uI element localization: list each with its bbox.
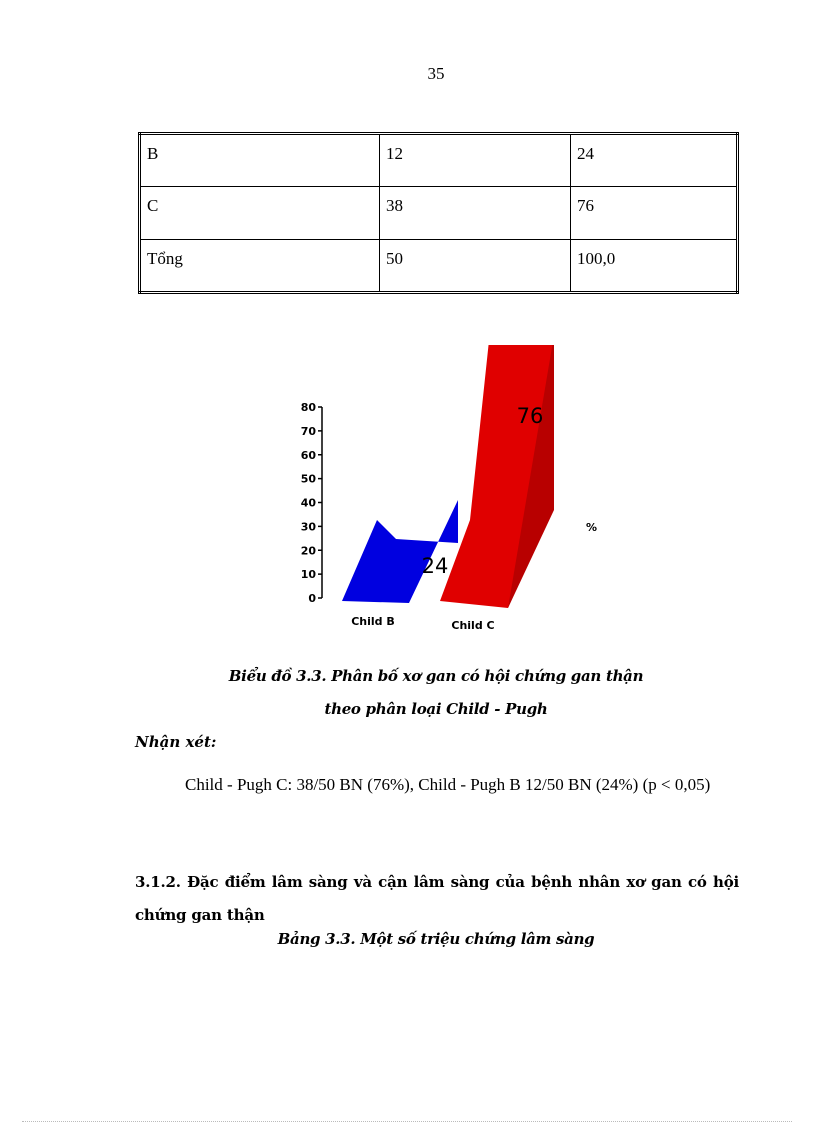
y-tick-label: 60 <box>300 448 316 462</box>
section-heading: 3.1.2. Đặc điểm lâm sàng và cận lâm sàng của bệnh nhân xơ gan có hội chứng gan thận <box>135 873 739 924</box>
y-tick-label: 30 <box>300 520 316 534</box>
table-cell: 100,0 <box>571 240 738 293</box>
remark-heading: Nhận xét: <box>135 733 217 751</box>
table-caption: Bảng 3.3. Một số triệu chứng lâm sàng <box>277 930 595 948</box>
category-label: Child C <box>451 619 495 632</box>
child-pugh-bar-chart <box>280 345 620 645</box>
y-tick-label: 10 <box>300 568 316 582</box>
figure-caption-line-1: Biểu đồ 3.3. Phân bố xơ gan có hội chứng gan thận <box>228 667 644 685</box>
table-cell: 50 <box>380 240 571 293</box>
page-number: 35 <box>427 64 445 83</box>
table-row <box>140 187 738 240</box>
table-cell: B <box>140 134 380 187</box>
table-cell: Tổng <box>140 240 380 293</box>
category-label: Child B <box>351 615 395 628</box>
data-label: 24 <box>421 553 449 578</box>
table-row <box>140 134 738 187</box>
table-cell: 76 <box>571 187 738 240</box>
table-cell: 24 <box>571 134 738 187</box>
y-tick-label: 0 <box>308 592 316 605</box>
page-bottom-rule <box>22 1121 792 1122</box>
table-cell: 38 <box>380 187 571 240</box>
y-tick-label: 80 <box>300 401 316 414</box>
table-cell: C <box>140 187 380 240</box>
figure-caption-line-2: theo phân loại Child - Pugh <box>324 700 548 718</box>
y-tick-label: 50 <box>300 472 316 486</box>
data-label: 76 <box>516 404 544 429</box>
table-cell: 12 <box>380 134 571 187</box>
remark-text: Child - Pugh C: 38/50 BN (76%), Child - Pugh B 12/50 BN (24%) (p < 0,05) <box>185 775 711 794</box>
child-pugh-table <box>138 132 739 294</box>
y-tick-label: 20 <box>300 544 316 558</box>
unit-label: % <box>586 521 598 534</box>
y-tick-label: 70 <box>300 424 316 438</box>
bar-child-b <box>342 500 458 603</box>
table-row <box>140 240 738 293</box>
y-tick-label: 40 <box>300 496 316 510</box>
